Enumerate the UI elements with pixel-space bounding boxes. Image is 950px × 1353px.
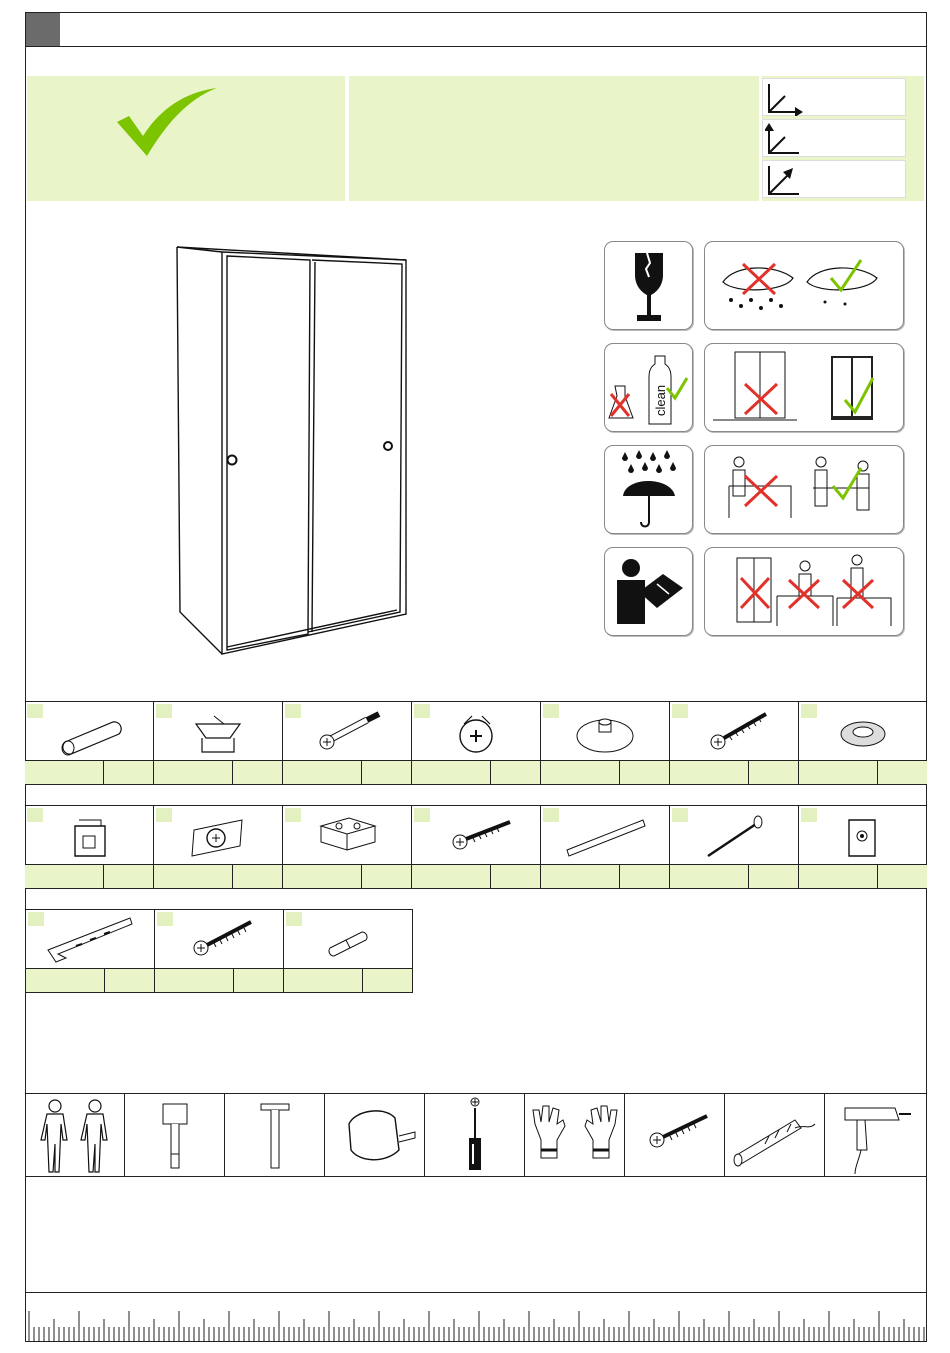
- ruler-ticks: [25, 1293, 927, 1341]
- header-square: [26, 13, 60, 46]
- part-cell: [154, 805, 283, 889]
- tool-cell: [325, 1094, 425, 1176]
- screw-icon: [412, 806, 541, 864]
- depth-dimension: [762, 160, 906, 198]
- part-cell: [799, 805, 927, 889]
- part-cell: [541, 701, 670, 785]
- cam-lock-icon: [412, 702, 541, 760]
- height-arrow-icon: [765, 121, 805, 157]
- lift-card: [704, 445, 904, 534]
- nail-icon: [670, 806, 799, 864]
- sliding-door-wardrobe-icon: [172, 242, 412, 662]
- part-cell: [26, 909, 155, 993]
- keep-dry-card: [604, 445, 693, 534]
- fragile-glass-icon: [619, 247, 679, 327]
- two-persons-icon: [25, 1094, 125, 1176]
- tool-cell: [225, 1094, 325, 1176]
- part-cell: [670, 701, 799, 785]
- doors-card: [704, 343, 904, 432]
- long-screw-icon: [155, 910, 284, 968]
- rail-strip-icon: [541, 806, 670, 864]
- clean-label: clean: [653, 384, 668, 416]
- width-arrow-icon: [765, 80, 805, 116]
- tool-cell: [25, 1094, 125, 1176]
- sticker-icon: [799, 806, 927, 864]
- two-person-lift-icon: [705, 446, 901, 532]
- roller-icon: [154, 806, 283, 864]
- part-cell: [284, 909, 412, 993]
- gloves-icon: [525, 1094, 625, 1176]
- hardware-row-1: [25, 701, 927, 785]
- latch-icon: [25, 806, 154, 864]
- part-cell: [670, 805, 799, 889]
- keep-doors-level-icon: [705, 344, 901, 430]
- hardware-row-3: [25, 909, 413, 993]
- wall-plug-icon: [725, 1094, 825, 1176]
- tool-cell: [625, 1094, 725, 1176]
- tape-measure-icon: [325, 1094, 425, 1176]
- ruler: [25, 1292, 927, 1342]
- width-dimension: [762, 78, 906, 116]
- part-cell: [283, 805, 412, 889]
- washer-icon: [799, 702, 927, 760]
- use-clean-water-icon: [605, 344, 691, 430]
- read-manual-icon: [605, 548, 691, 634]
- fragile-card: [604, 241, 693, 330]
- header-bar: [25, 12, 927, 47]
- hammer-icon: [225, 1094, 325, 1176]
- cam-bolt-icon: [283, 702, 412, 760]
- height-dimension: [762, 119, 906, 157]
- dowel-icon: [25, 702, 154, 760]
- angle-bracket-icon: [26, 910, 155, 968]
- part-cell: [283, 701, 412, 785]
- part-cell: [541, 805, 670, 889]
- door-guide-icon: [154, 702, 283, 760]
- tool-cell: [525, 1094, 625, 1176]
- hardware-row-2: [25, 805, 927, 889]
- screw-tool-icon: [625, 1094, 725, 1176]
- connector-block-icon: [283, 806, 412, 864]
- part-cell: [155, 909, 284, 993]
- depth-arrow-icon: [765, 162, 805, 198]
- part-cell: [412, 805, 541, 889]
- tool-cell: [125, 1094, 225, 1176]
- part-cell: [412, 701, 541, 785]
- tool-cell: [825, 1094, 927, 1176]
- wood-screw-icon: [670, 702, 799, 760]
- tool-cell: [725, 1094, 825, 1176]
- part-cell: [25, 805, 154, 889]
- info-panel: [349, 76, 759, 201]
- drill-icon: [825, 1094, 925, 1176]
- no-wet-cloth-icon: [705, 242, 901, 328]
- keep-dry-umbrella-icon: [605, 446, 691, 532]
- clean-water-card: [604, 343, 693, 432]
- do-not-stand-on-icon: [705, 548, 901, 634]
- check-mark-icon: [115, 84, 225, 164]
- part-cell: [154, 701, 283, 785]
- tools-row: [25, 1093, 927, 1177]
- screwdriver-icon: [425, 1094, 525, 1176]
- stand-card: [704, 547, 904, 636]
- mallet-icon: [125, 1094, 225, 1176]
- cleaning-card: [704, 241, 904, 330]
- glide-pad-icon: [541, 702, 670, 760]
- part-cell: [25, 701, 154, 785]
- read-manual-card: [604, 547, 693, 636]
- tool-cell: [425, 1094, 525, 1176]
- approved-panel: [27, 76, 345, 201]
- stud-icon: [284, 910, 412, 968]
- part-cell: [799, 701, 927, 785]
